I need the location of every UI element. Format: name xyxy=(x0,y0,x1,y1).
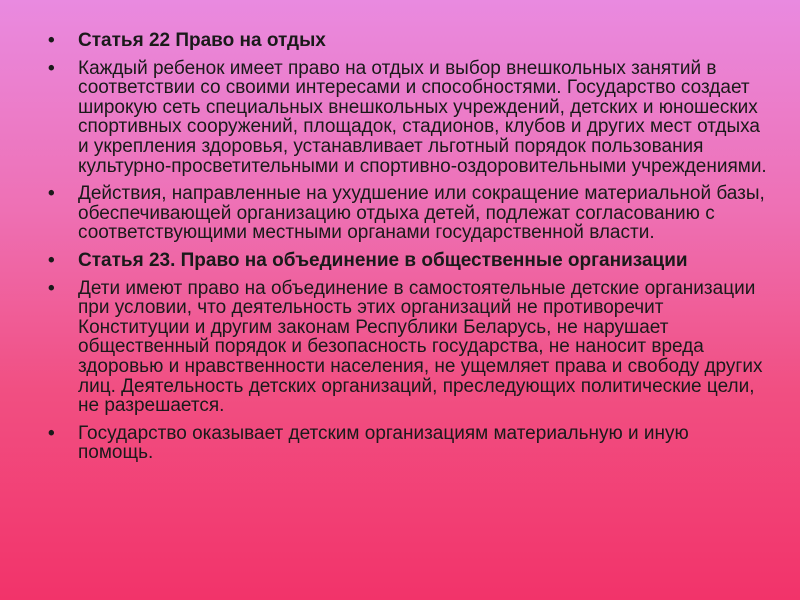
bullet-text: Статья 22 Право на отдых xyxy=(78,30,326,51)
bullet-text: Каждый ребенок имеет право на отдых и выбор внешкольных занятий в соответствии со своими интересами и способностями. Государство создает широкую сеть специальных внешкольных учреждений, детских и юношеских спортивных сооружений, площадок, стадионов, клубов и других мест отдыха и укрепления здоровья, устанавливает льготный порядок пользования культурно-просветительными и спортивно-оздоровительными учреждениями. xyxy=(78,57,767,177)
bullet-item-association-right xyxy=(48,279,768,416)
bullet-text: Действия, направленные на ухудшение или сокращение материальной базы, обеспечивающей организацию отдыха детей, подлежат согласованию с соответствующими местными органами государственной власти. xyxy=(78,183,765,244)
bullet-icon: • xyxy=(48,277,55,299)
bullet-text: Дети имеют право на объединение в самостоятельные детские организации при условии, что деятельность этих организаций не противоречит Конституции и другим законам Республики Беларусь, не нарушает общественный порядок и безопасность государства, не наносит вреда здоровью и нравственности населения, не ущемляет права и свободу других лиц. Деятельность детских организаций, преследующих политические цели, не разрешается. xyxy=(78,277,763,417)
bullet-list xyxy=(48,31,768,471)
bullet-icon: • xyxy=(48,249,55,271)
bullet-item-material-base xyxy=(48,184,768,243)
bullet-icon: • xyxy=(48,57,55,79)
bullet-item-rest-right xyxy=(48,59,768,177)
bullet-icon: • xyxy=(48,422,55,444)
bullet-item-state-support xyxy=(48,424,768,463)
bullet-text: Статья 23. Право на объединение в общественные организации xyxy=(78,249,688,271)
bullet-text: Государство оказывает детским организациям материальную и иную помощь. xyxy=(78,422,689,464)
bullet-item-article-23-heading xyxy=(48,251,768,271)
bullet-item-article-22-heading xyxy=(48,31,768,51)
bullet-icon: • xyxy=(48,183,55,205)
bullet-icon: • xyxy=(48,30,55,51)
